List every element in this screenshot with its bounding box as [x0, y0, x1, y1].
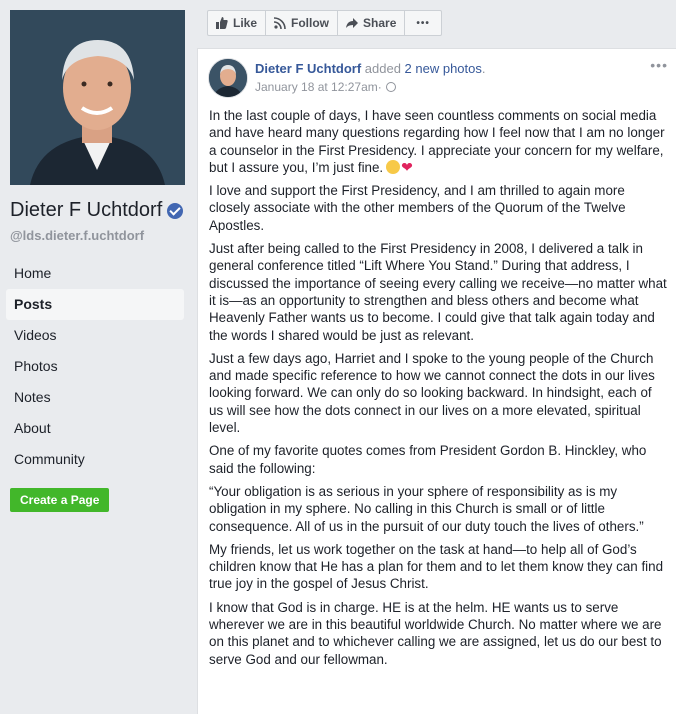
share-button[interactable]: [338, 10, 405, 36]
post-author-link[interactable]: Dieter F Uchtdorf: [255, 61, 362, 76]
more-dots-icon: •••: [416, 17, 430, 29]
post-paragraph: Just after being called to the First Presidency in 2008, I delivered a talk in general conference titled “Lift Where You Stand.” During that address, I discussed the importance of seeing every calling we receive—no matter what it is—as an opportunity to strengthen and bless others and become what Heavenly Father wants us to become. I could give that talk again today and the words I shared would be just as relevant.: [209, 241, 667, 343]
nav-item-home[interactable]: Home: [14, 265, 52, 281]
page-title[interactable]: [10, 199, 183, 222]
rss-icon: [274, 17, 286, 29]
post-period: .: [481, 61, 486, 76]
nav-item-community[interactable]: Community: [14, 451, 85, 467]
photos-link[interactable]: 2 new photos: [404, 61, 482, 76]
share-label: Share: [363, 16, 397, 30]
meta-separator: ·: [377, 80, 382, 94]
follow-button[interactable]: [266, 10, 338, 36]
nav-item-photos[interactable]: Photos: [14, 358, 58, 374]
feed-post: [197, 48, 676, 714]
create-page-button[interactable]: Create a Page: [10, 488, 109, 512]
post-paragraph: “Your obligation is as serious in your sphere of responsibility as is my obligation in my sphere. No calling in this Church is small or of little consequence. All of us in the pursuit of our duty touch the lives of others.”: [209, 483, 644, 534]
like-button[interactable]: [207, 10, 266, 36]
nav-item-notes[interactable]: Notes: [14, 389, 51, 405]
post-paragraph: I know that God is in charge. HE is at the helm. HE wants us to serve wherever we are in this beautiful worldwide Church. No matter where we are on this planet and to whichever calling we are assigned, let us do our best to serve God and our fellowman.: [209, 599, 662, 667]
verified-badge-icon: [167, 203, 183, 219]
author-avatar[interactable]: [208, 58, 248, 98]
page-action-bar: [207, 10, 442, 36]
paragraph-text: In the last couple of days, I have seen countless comments on social media and have heard many questions regarding how I feel now that I am no longer a counselor in the First Presidency. I appreciate your concern for my welfare, but I assure you, I’m just fine.: [209, 108, 665, 175]
share-arrow-icon: [346, 17, 358, 29]
post-verb: added: [361, 61, 405, 76]
post-body: [209, 107, 669, 674]
page-sidebar: [0, 0, 195, 714]
post-timestamp[interactable]: January 18 at 12:27am: [255, 80, 378, 94]
post-paragraph: [209, 107, 669, 176]
more-options-button[interactable]: [405, 10, 442, 36]
nav-item-about[interactable]: About: [14, 420, 51, 436]
post-paragraph: Just a few days ago, Harriet and I spoke to the young people of the Church and made specific reference to how we cannot connect the dots in our lives looking forward. We can only do so looking backward. In hindsight, each of us will see how the dots connect in our lives on a more elevated, spiritual level.: [209, 350, 655, 436]
heart-icon: ❤: [401, 158, 413, 175]
profile-picture[interactable]: [10, 10, 185, 185]
post-paragraph: One of my favorite quotes comes from President Gordon B. Hinckley, who said the following:: [209, 443, 647, 476]
nav-item-videos[interactable]: Videos: [14, 327, 57, 343]
laughing-face-icon: [386, 160, 400, 174]
post-paragraph: My friends, let us work together on the task at hand—to help all of God’s children know that He has a plan for them and to let them know they can find true joy in the gospel of Jesus Christ.: [209, 541, 664, 592]
like-label: Like: [233, 16, 258, 30]
post-meta: [255, 80, 396, 94]
globe-icon[interactable]: [386, 82, 396, 92]
post-options-button[interactable]: •••: [650, 57, 668, 73]
post-paragraph: I love and support the First Presidency, and I am thrilled to again more closely associate with the other members of the Quorum of the Twelve Apostles.: [209, 183, 626, 233]
post-header: [255, 61, 486, 76]
nav-item-posts[interactable]: Posts: [6, 289, 184, 320]
follow-label: Follow: [291, 16, 330, 30]
page-nav: [6, 258, 184, 475]
page-name-text: Dieter F Uchtdorf: [10, 199, 163, 221]
page-handle: @lds.dieter.f.uchtdorf: [10, 228, 145, 243]
thumbs-up-icon: [216, 17, 228, 29]
